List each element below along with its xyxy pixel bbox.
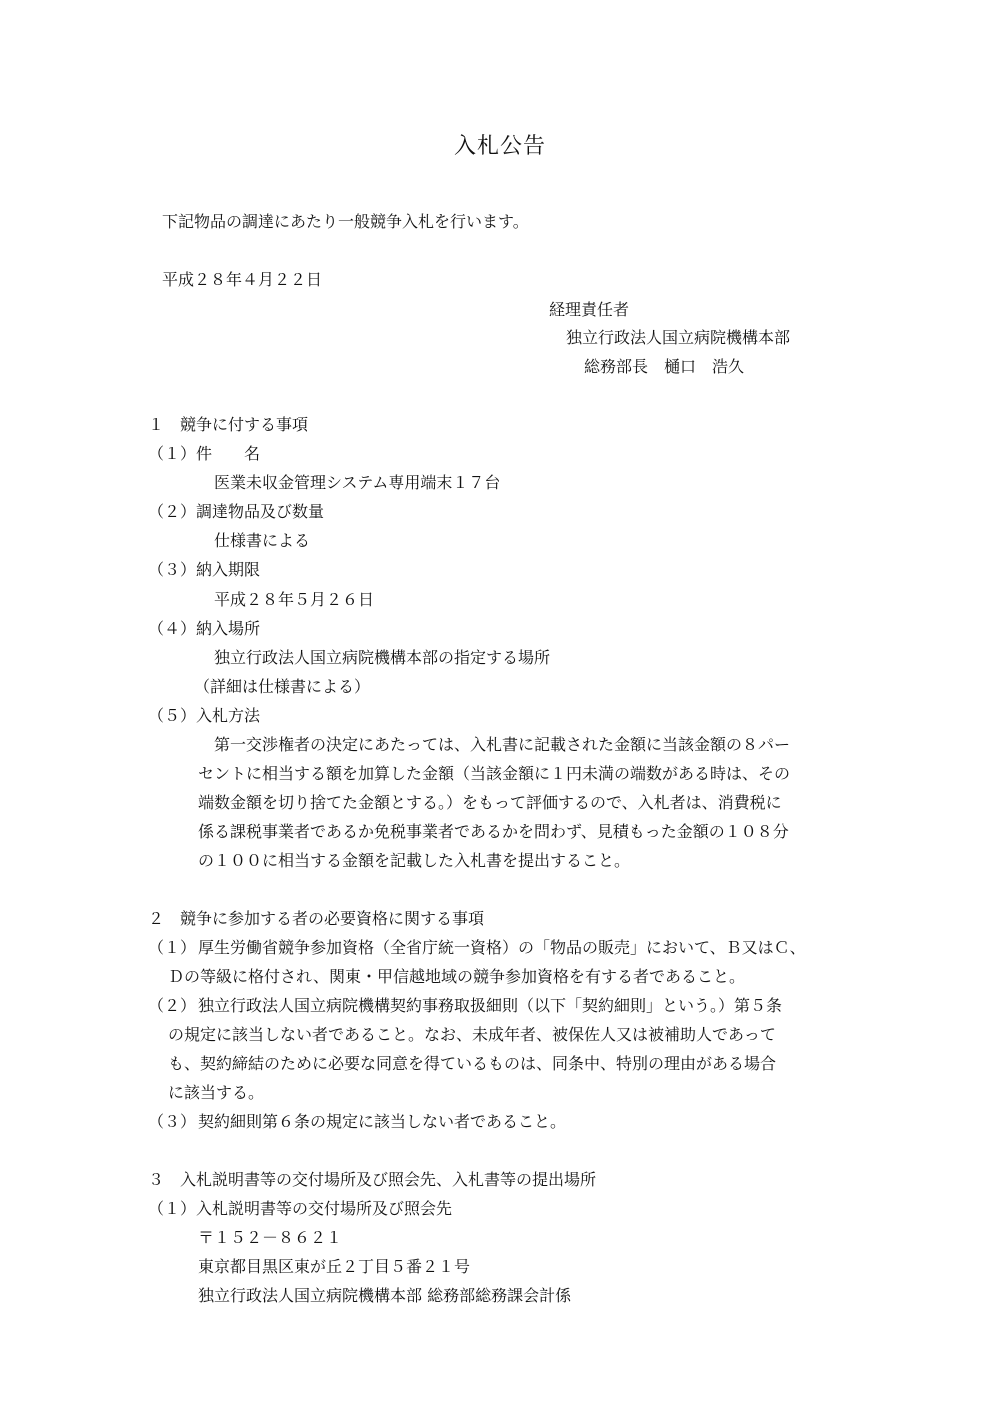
s1-item2-label: （２）調達物品及び数量 (148, 502, 325, 521)
s3-department: 独立行政法人国立病院機構本部 総務部総務課会計係 (198, 1286, 572, 1305)
s1-item5-label: （５）入札方法 (148, 706, 261, 725)
s1-item3-content: 平成２８年５月２６日 (214, 590, 375, 609)
section3-heading: ３ 入札説明書等の交付場所及び照会先、入札書等の提出場所 (148, 1170, 597, 1189)
s3-item1-label: （１）入札説明書等の交付場所及び照会先 (148, 1199, 453, 1218)
issue-date: 平成２８年４月２２日 (162, 270, 323, 289)
s1-item1-content: 医業未収金管理システム専用端末１７台 (214, 473, 501, 492)
issuer-role: 経理責任者 (549, 300, 630, 319)
s2-item2-line1: 独立行政法人国立病院機構契約事務取扱細則（以下「契約細則」という。）第５条 (198, 996, 783, 1015)
s1-item5-line1: 第一交渉権者の決定にあたっては、入札書に記載された金額に当該金額の８パー (198, 735, 791, 754)
intro-text: 下記物品の調達にあたり一般競争入札を行います。 (162, 212, 529, 231)
section1-heading: １ 競争に付する事項 (148, 415, 309, 434)
s2-item2-label: （２） (148, 996, 197, 1015)
s2-item2-line2: の規定に該当しない者であること。なお、未成年者、被保佐人又は被補助人であって (168, 1025, 776, 1044)
s1-item3-label: （３）納入期限 (148, 560, 261, 579)
section2-heading: ２ 競争に参加する者の必要資格に関する事項 (148, 909, 485, 928)
s1-item5-line3: 端数金額を切り捨てた金額とする。）をもって評価するので、入札者は、消費税に (198, 793, 782, 812)
s1-item1-label: （１）件 名 (148, 444, 261, 463)
issuer-person: 総務部長 樋口 浩久 (584, 357, 745, 376)
s2-item2-line3: も、契約締結のために必要な同意を得ているものは、同条中、特別の理由がある場合 (168, 1054, 777, 1073)
s2-item3-label: （３） (148, 1112, 197, 1131)
s2-item3-line1: 契約細則第６条の規定に該当しない者であること。 (198, 1112, 567, 1131)
s2-item1-line1: 厚生労働省競争参加資格（全省庁統一資格）の「物品の販売」において、Ｂ又はＣ、 (198, 938, 806, 957)
s1-item5-line2: セントに相当する額を加算した金額（当該金額に１円未満の端数がある時は、その (198, 764, 791, 783)
s2-item1-label: （１） (148, 938, 197, 957)
s3-address: 東京都目黒区東が丘２丁目５番２１号 (198, 1257, 471, 1276)
issuer-org: 独立行政法人国立病院機構本部 (566, 328, 791, 347)
s1-item4-label: （４）納入場所 (148, 619, 261, 638)
page-title: 入札公告 (453, 134, 546, 159)
s2-item1-line2: Ｄの等級に格付され、関東・甲信越地域の競争参加資格を有する者であること。 (168, 967, 745, 986)
s1-item5-line5: の１００に相当する金額を記載した入札書を提出すること。 (198, 851, 631, 870)
s2-item2-line4: に該当する。 (168, 1083, 265, 1102)
s1-item4-note: （詳細は仕様書による） (194, 677, 371, 696)
s1-item5-line4: 係る課税事業者であるか免税事業者であるかを問わず、見積もった金額の１０８分 (198, 822, 789, 841)
s3-postal-code: 〒１５２－８６２１ (198, 1228, 343, 1247)
s1-item4-content: 独立行政法人国立病院機構本部の指定する場所 (214, 648, 551, 667)
s1-item2-content: 仕様書による (214, 531, 311, 550)
